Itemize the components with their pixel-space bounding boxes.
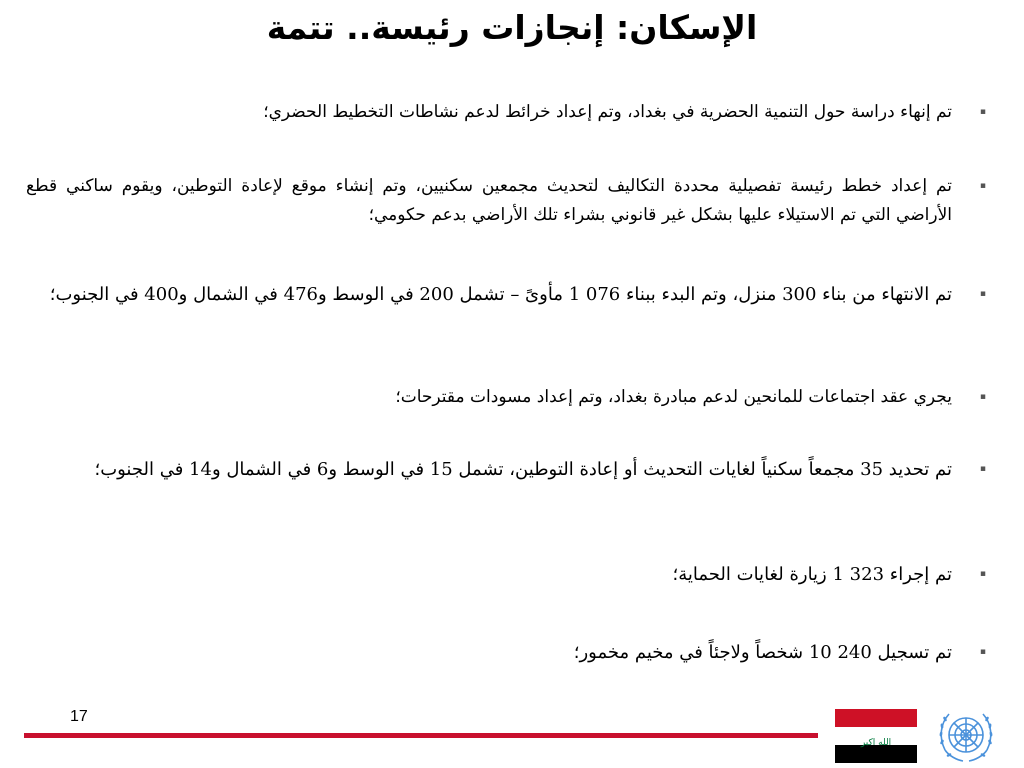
slide-title: الإسكان: إنجازات رئيسة.. تتمة bbox=[266, 8, 758, 47]
bullet-marker: ▪ bbox=[979, 289, 986, 299]
iraq-flag-icon bbox=[835, 709, 917, 763]
bullet-text: تم الانتهاء من بناء 300 منزل، وتم البدء ببناء 076 1 مأوىً – تشمل 200 في الوسط و476 في الشمال و400 في الجنوب؛ bbox=[49, 284, 952, 305]
bullet-text: تم تسجيل 240 10 شخصاً ولاجئاً في مخيم مخمور؛ bbox=[573, 642, 952, 663]
bullet-marker: ▪ bbox=[979, 181, 986, 191]
page-number: 17 bbox=[70, 708, 88, 725]
bullet-text: تم إنهاء دراسة حول التنمية الحضرية في بغداد، وتم إعداد خرائط لدعم نشاطات التخطيط الحضري؛ bbox=[263, 102, 952, 122]
flag-text: الله اكبر bbox=[860, 738, 892, 748]
bullet-marker: ▪ bbox=[979, 107, 986, 117]
bullet-text: تم إجراء 323 1 زيارة لغايات الحماية؛ bbox=[672, 564, 952, 585]
un-emblem-icon bbox=[933, 706, 999, 766]
footer-divider bbox=[24, 733, 818, 738]
bullet-item bbox=[26, 560, 986, 589]
bullet-text: يجري عقد اجتماعات للمانحين لدعم مبادرة بغداد، وتم إعداد مسودات مقترحات؛ bbox=[395, 387, 952, 407]
bullet-item bbox=[26, 638, 986, 667]
bullet-text: تم إعداد خطط رئيسة تفصيلية محددة التكاليف لتحديث مجمعين سكنيين، وتم إنشاء موقع لإعادة التوطين، ويقوم ساكني قطع الأراضي التي تم الاستيلاء عليها بشكل غير قانوني بشراء تلك الأراضي بدعم حكومي؛ bbox=[26, 176, 952, 225]
bullet-item bbox=[26, 383, 986, 412]
bullet-marker: ▪ bbox=[979, 569, 986, 579]
bullet-item bbox=[26, 280, 986, 309]
bullet-marker: ▪ bbox=[979, 392, 986, 402]
bullet-marker: ▪ bbox=[979, 647, 986, 657]
bullet-item bbox=[26, 172, 986, 230]
bullet-item bbox=[26, 455, 986, 484]
bullet-text: تم تحديد 35 مجمعاً سكنياً لغايات التحديث أو إعادة التوطين، تشمل 15 في الوسط و6 في الشمال و14 في الجنوب؛ bbox=[94, 459, 952, 480]
bullet-item bbox=[26, 98, 986, 127]
bullet-marker: ▪ bbox=[979, 464, 986, 474]
